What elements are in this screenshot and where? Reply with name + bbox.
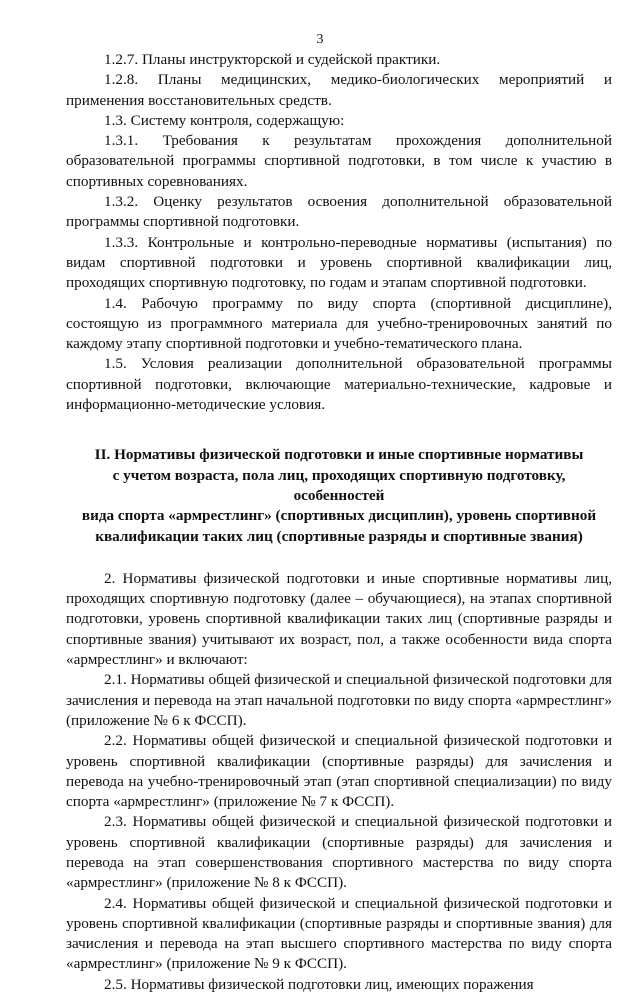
paragraph-2: 2. Нормативы физической подготовки и иные спортивные нормативы лиц, проходящих спортивную подготовку (далее – обучающиеся), на этапах спортивной подготовки, уровень спортивной квалификации таких лиц (спортивные разряды и спортивные звания) учитывают их возраст, пол, а также особенности вида спорта «армрестлинг» и включают:	[66, 569, 612, 669]
section-heading-line: квалификации таких лиц (спортивные разряды и спортивные звания)	[95, 527, 583, 545]
paragraph-1-3-1: 1.3.1. Требования к результатам прохождения дополнительной образовательной программы спортивной подготовки, в том числе к участию в спортивных соревнованиях.	[66, 132, 612, 190]
page-number: 3	[316, 32, 324, 47]
paragraph-1-5: 1.5. Условия реализации дополнительной образовательной программы спортивной подготовки, включающие материально-технические, кадровые и информационно-методические условия.	[66, 355, 612, 414]
paragraph-1-2-7: 1.2.7. Планы инструкторской и судейской практики.	[104, 51, 441, 68]
paragraph-2-3: 2.3. Нормативы общей физической и специальной физической подготовки и уровень спортивной квалификации (спортивные разряды) для зачисления и перевода на этап совершенствования спортивного мастерства по виду спорта «армрестлинг» (приложение № 8 к ФССП).	[66, 813, 612, 892]
section-heading-line: II. Нормативы физической подготовки и иные спортивные нормативы	[94, 446, 584, 464]
section-heading-line: вида спорта «армрестлинг» (спортивных дисциплин), уровень спортивной	[81, 507, 597, 525]
paragraph-2-1: 2.1. Нормативы общей физической и специальной физической подготовки для зачисления и перевода на этап начальной подготовки по виду спорта «армрестлинг» (приложение № 6 к ФССП).	[66, 671, 612, 729]
paragraph-1-3: 1.3. Систему контроля, содержащую:	[104, 111, 345, 129]
section-heading	[66, 445, 612, 546]
paragraph-1-4: 1.4. Рабочую программу по виду спорта (спортивной дисциплине), состоящую из программного материала для учебно-тренировочных занятий по каждому этапу спортивной подготовки и учебно-тематического плана.	[66, 294, 612, 353]
document-body	[66, 50, 612, 995]
section-heading-line: с учетом возраста, пола лиц, проходящих спортивную подготовку, особенностей	[112, 466, 566, 504]
paragraph-1-3-2: 1.3.2. Оценку результатов освоения дополнительной образовательной программы спортивной подготовки.	[66, 193, 612, 231]
paragraph-1-3-3: 1.3.3. Контрольные и контрольно-переводные нормативы (испытания) по видам спортивной подготовки и уровень спортивной квалификации лиц, проходящих спортивную подготовку, по годам и этапам спортивной подготовки.	[66, 233, 612, 292]
paragraph-1-2-8: 1.2.8. Планы медицинских, медико-биологических мероприятий и применения восстановительных средств.	[66, 71, 612, 109]
paragraph-2-5: 2.5. Нормативы физической подготовки лиц, имеющих поражения	[104, 975, 534, 993]
paragraph-2-2: 2.2. Нормативы общей физической и специальной физической подготовки и уровень спортивной квалификации (спортивные разряды) для зачисления и перевода на учебно-тренировочный этап (этап спортивной специализации) по виду спорта «армрестлинг» (приложение № 7 к ФССП).	[66, 732, 612, 811]
paragraph-2-4: 2.4. Нормативы общей физической и специальной физической подготовки и уровень спортивной квалификации (спортивные разряды и спортивные звания) для зачисления и перевода на этап высшего спортивного мастерства по виду спорта «армрестлинг» (приложение № 9 к ФССП).	[66, 894, 612, 973]
